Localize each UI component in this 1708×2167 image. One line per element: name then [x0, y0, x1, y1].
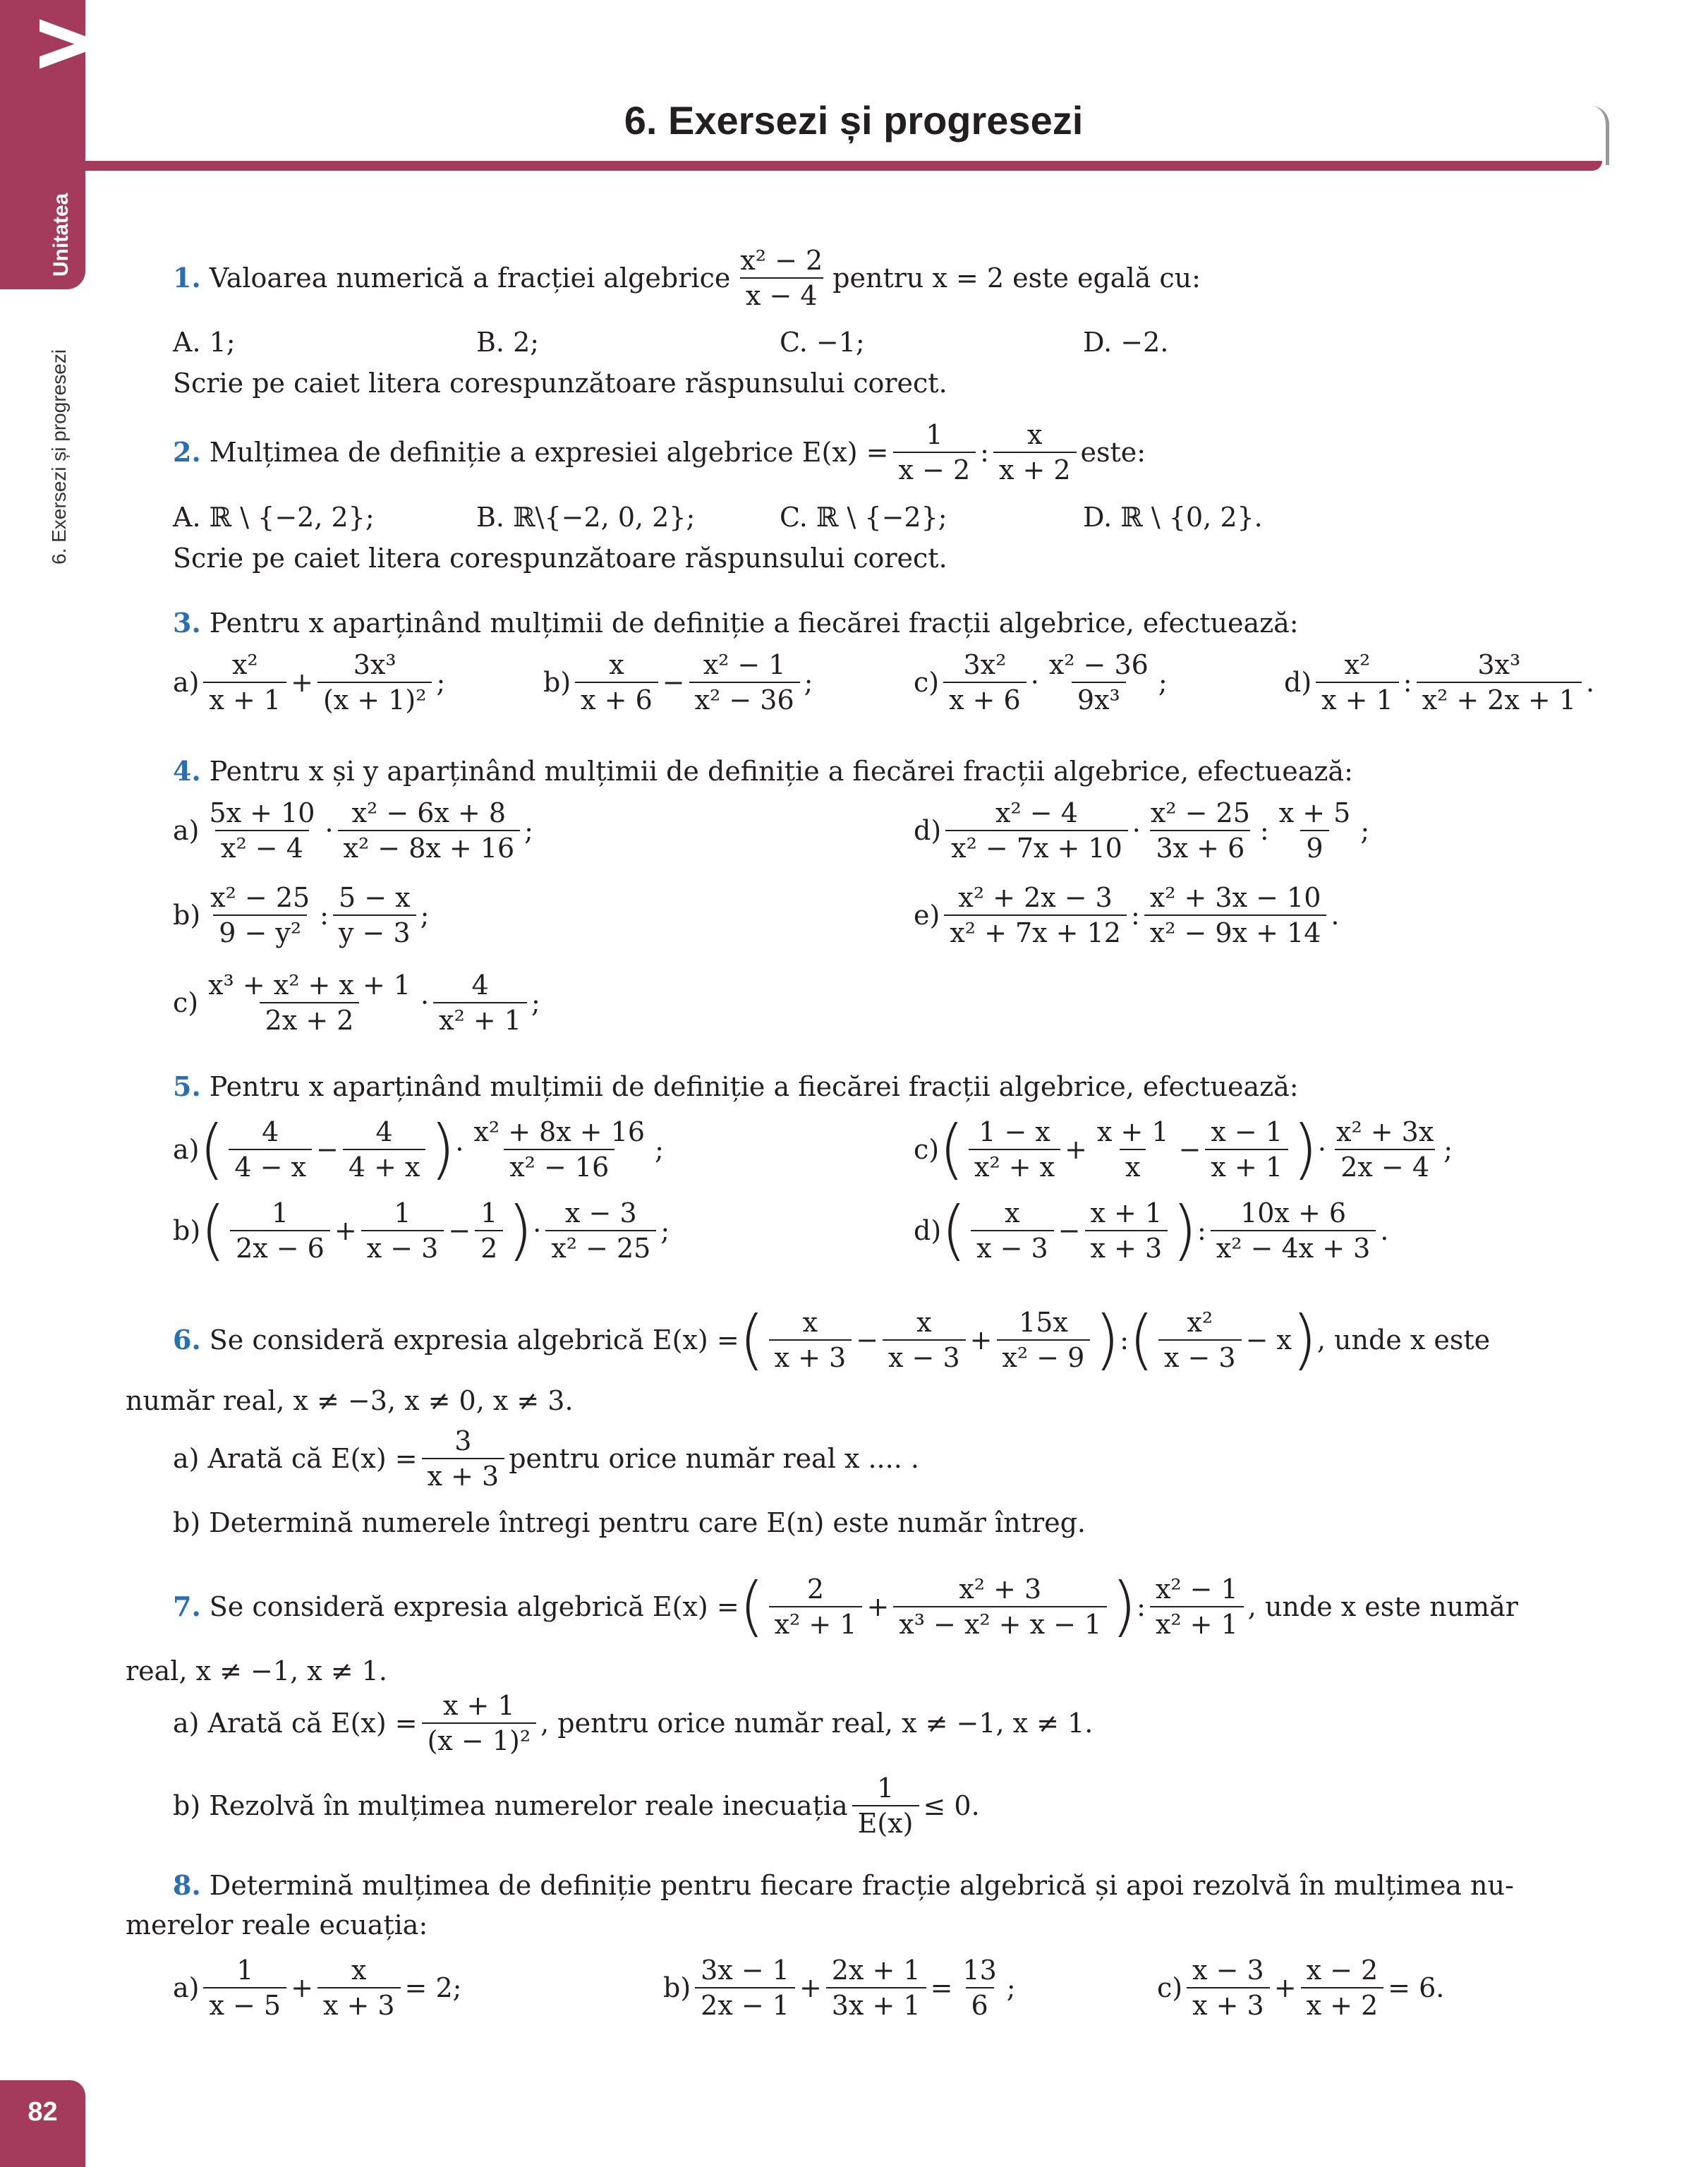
chapter-side-label: 6. Exersezi și progresezi — [48, 349, 70, 565]
unit-letter: V — [27, 18, 102, 69]
exercise-number: 5. — [173, 1070, 201, 1102]
exercise-6-domain: număr real, x ≠ −3, x ≠ 0, x ≠ 3. — [126, 1385, 574, 1416]
exercise-7b: b) Rezolvă în mulțimea numerelor reale inecuația $\frac{1}{E(x)}$ ≤ 0. — [173, 1773, 980, 1839]
exercise-number: 2. — [173, 436, 201, 468]
exercise-6a: a) Arată că E(x) = $\frac{3}{x + 3}$ pentru orice număr real x .... . — [173, 1425, 919, 1492]
page-number: 82 — [28, 2097, 58, 2127]
fraction: $\frac{\text{x² − 2}}{x - 4}$ — [740, 245, 823, 311]
exercise-1 — [173, 243, 1201, 313]
exercise-3-text: 3. Pentru x aparținând mulțimii de definiție a fiecărei fracții algebrice, efectuează: — [173, 607, 1299, 639]
exercise-5c: c) ( $\frac{1 - x}{\text{x² + x}}$ + $\frac{x + 1}{x}$ − $\frac{x - 1}{x + 1}$ ) · $\frac{\text{x² + 3x}}{2x - 4}$ ; — [914, 1111, 1453, 1187]
exercise-8b: b) $\frac{3x - 1}{2x - 1}$ + $\frac{2x + 1}{3x + 1}$ = $\frac{13}{6}$ ; — [663, 1955, 1016, 2021]
exercise-8a: a) $\frac{1}{x - 5}$ + $\frac{x}{x + 3}$ = 2; — [173, 1955, 462, 2021]
option-d: D. ℝ \ {0, 2}. — [1083, 502, 1263, 533]
exercise-5-text: 5. Pentru x aparținând mulțimii de definiție a fiecărei fracții algebrice, efectuează: — [173, 1070, 1299, 1102]
option-c: C. ℝ \ {−2}; — [780, 502, 947, 533]
title-underline — [85, 161, 1602, 171]
exercise-5d: d) ( $\frac{x}{x - 3}$ − $\frac{x + 1}{x + 3}$ ) : $\frac{10x + 6}{\text{x² − 4x + 3}}$ . — [914, 1193, 1389, 1268]
exercise-3d: d) $\frac{\text{x²}}{x + 1}$ : $\frac{\text{3x³}}{\text{x² + 2x + 1}}$ . — [1284, 649, 1595, 716]
exercise-text: este: — [1080, 437, 1146, 468]
exercise-number: 1. — [173, 262, 201, 294]
exercise-7-domain: real, x ≠ −1, x ≠ 1. — [126, 1655, 387, 1686]
exercise-number: 4. — [173, 755, 201, 787]
exercise-2: 2. Mulțimea de definiție a expresiei algebrice E(x) = $\frac{1}{x - 2}$ : $\frac{x}{x + 2}$ este: — [173, 419, 1146, 485]
exercise-5a: a) ( $\frac{4}{4 - x}$ − $\frac{4}{4 + x}$ ) · $\frac{\text{x² + 8x + 16}}{\text{x² − 16}}$ ; — [173, 1111, 664, 1187]
option-d: D. −2. — [1083, 327, 1169, 358]
exercise-4-text: 4. Pentru x și y aparținând mulțimii de definiție a fiecărei fracții algebrice, efectuează: — [173, 755, 1353, 787]
exercise-4d: d) $\frac{\text{x² − 4}}{\text{x² − 7x + 10}}$ · $\frac{\text{x² − 25}}{3x + 6}$ : $\frac{x + 5}{9}$ ; — [914, 797, 1370, 864]
exercise-3c: c) $\frac{\text{3x²}}{x + 6}$ · $\frac{\text{x² − 36}}{\text{9x³}}$ ; — [914, 649, 1168, 716]
fraction: $\frac{1}{x - 2}$ — [893, 418, 976, 487]
unit-label: Unitatea — [49, 193, 73, 277]
exercise-6: 6. Se consideră expresia algebrică E(x) = ( $\frac{x}{x + 3}$ − $\frac{x}{x - 3}$ + $\frac{15x}{\text{x² − 9}}$ ) : ( $\frac{\text{x²}}{x - 3}$ − x ) , unde x este — [173, 1302, 1491, 1377]
exercise-7a: a) Arată că E(x) = $\frac{x + 1}{\text{(x − 1)²}}$ , pentru orice număr real, x ≠ −1, x ≠ 1. — [173, 1690, 1094, 1756]
exercise-4e: e) $\frac{\text{x² + 2x − 3}}{\text{x² + 7x + 12}}$ : $\frac{\text{x² + 3x − 10}}{\text{x² − 9x + 14}}$ . — [914, 882, 1340, 948]
exercise-number: 8. — [173, 1869, 201, 1901]
exercise-text: pentru x = 2 este egală cu: — [832, 262, 1201, 294]
exercise-6b: b) Determină numerele întregi pentru care E(n) este număr întreg. — [173, 1507, 1086, 1538]
exercise-text: Mulțimea de definiție a expresiei algebrice E(x) = — [209, 437, 889, 468]
fraction: $\frac{x}{x + 2}$ — [993, 418, 1077, 487]
exercise-text: Valoarea numerică a fracției algebrice — [209, 262, 731, 294]
exercise-4a: a) $\frac{5x + 10}{\text{x² − 4}}$ · $\frac{\text{x² − 6x + 8}}{\text{x² − 8x + 16}}$ ; — [173, 797, 533, 864]
exercise-3b: b) $\frac{x}{x + 6}$ − $\frac{\text{x² − 1}}{\text{x² − 36}}$ ; — [543, 649, 813, 716]
exercise-4c: c) $\frac{\text{x³ + x² + x + 1}}{2x + 2}$ · $\frac{4}{\text{x² + 1}}$ ; — [173, 970, 540, 1036]
option-c: C. −1; — [780, 327, 865, 358]
exercise-8-text: 8. Determină mulțimea de definiție pentru fiecare fracție algebrică și apoi rezolvă în mulțimea nu- — [173, 1869, 1514, 1901]
exercise-number: 3. — [173, 607, 201, 639]
exercise-5b: b) ( $\frac{1}{2x - 6}$ + $\frac{1}{x - 3}$ − $\frac{1}{2}$ ) · $\frac{x - 3}{\text{x² − 25}}$ ; — [173, 1193, 670, 1268]
title-corner-decoration — [1545, 106, 1609, 165]
exercise-7: 7. Se consideră expresia algebrică E(x) = ( $\frac{2}{\text{x² + 1}}$ + $\frac{\text{x² + 3}}{\text{x³ − x² + x − 1}}$ ) : $\frac{\text{x² − 1}}{\text{x² + 1}}$ , unde x este număr — [173, 1569, 1518, 1644]
exercise-number: 6. — [173, 1324, 201, 1356]
instruction-note: Scrie pe caiet litera corespunzătoare răspunsului corect. — [173, 368, 947, 399]
exercise-8c: c) $\frac{x - 3}{x + 3}$ + $\frac{x - 2}{x + 2}$ = 6. — [1157, 1955, 1445, 2021]
option-a: A. ℝ \ {−2, 2}; — [173, 502, 375, 533]
exercise-8-text-cont: merelor reale ecuația: — [126, 1909, 428, 1940]
exercise-4b: b) $\frac{\text{x² − 25}}{\text{9 − y²}}$ : $\frac{5 - x}{y - 3}$ ; — [173, 882, 430, 948]
exercise-3a: a) $\frac{\text{x²}}{x + 1}$ + $\frac{\text{3x³}}{\text{(x + 1)²}}$ ; — [173, 649, 446, 716]
option-b: B. 2; — [476, 327, 540, 358]
option-b: B. ℝ\{−2, 0, 2}; — [476, 502, 696, 533]
exercise-number: 7. — [173, 1590, 201, 1622]
page-title: 6. Exersezi și progresezi — [624, 98, 1084, 143]
option-a: A. 1; — [173, 327, 236, 358]
instruction-note: Scrie pe caiet litera corespunzătoare răspunsului corect. — [173, 543, 947, 574]
